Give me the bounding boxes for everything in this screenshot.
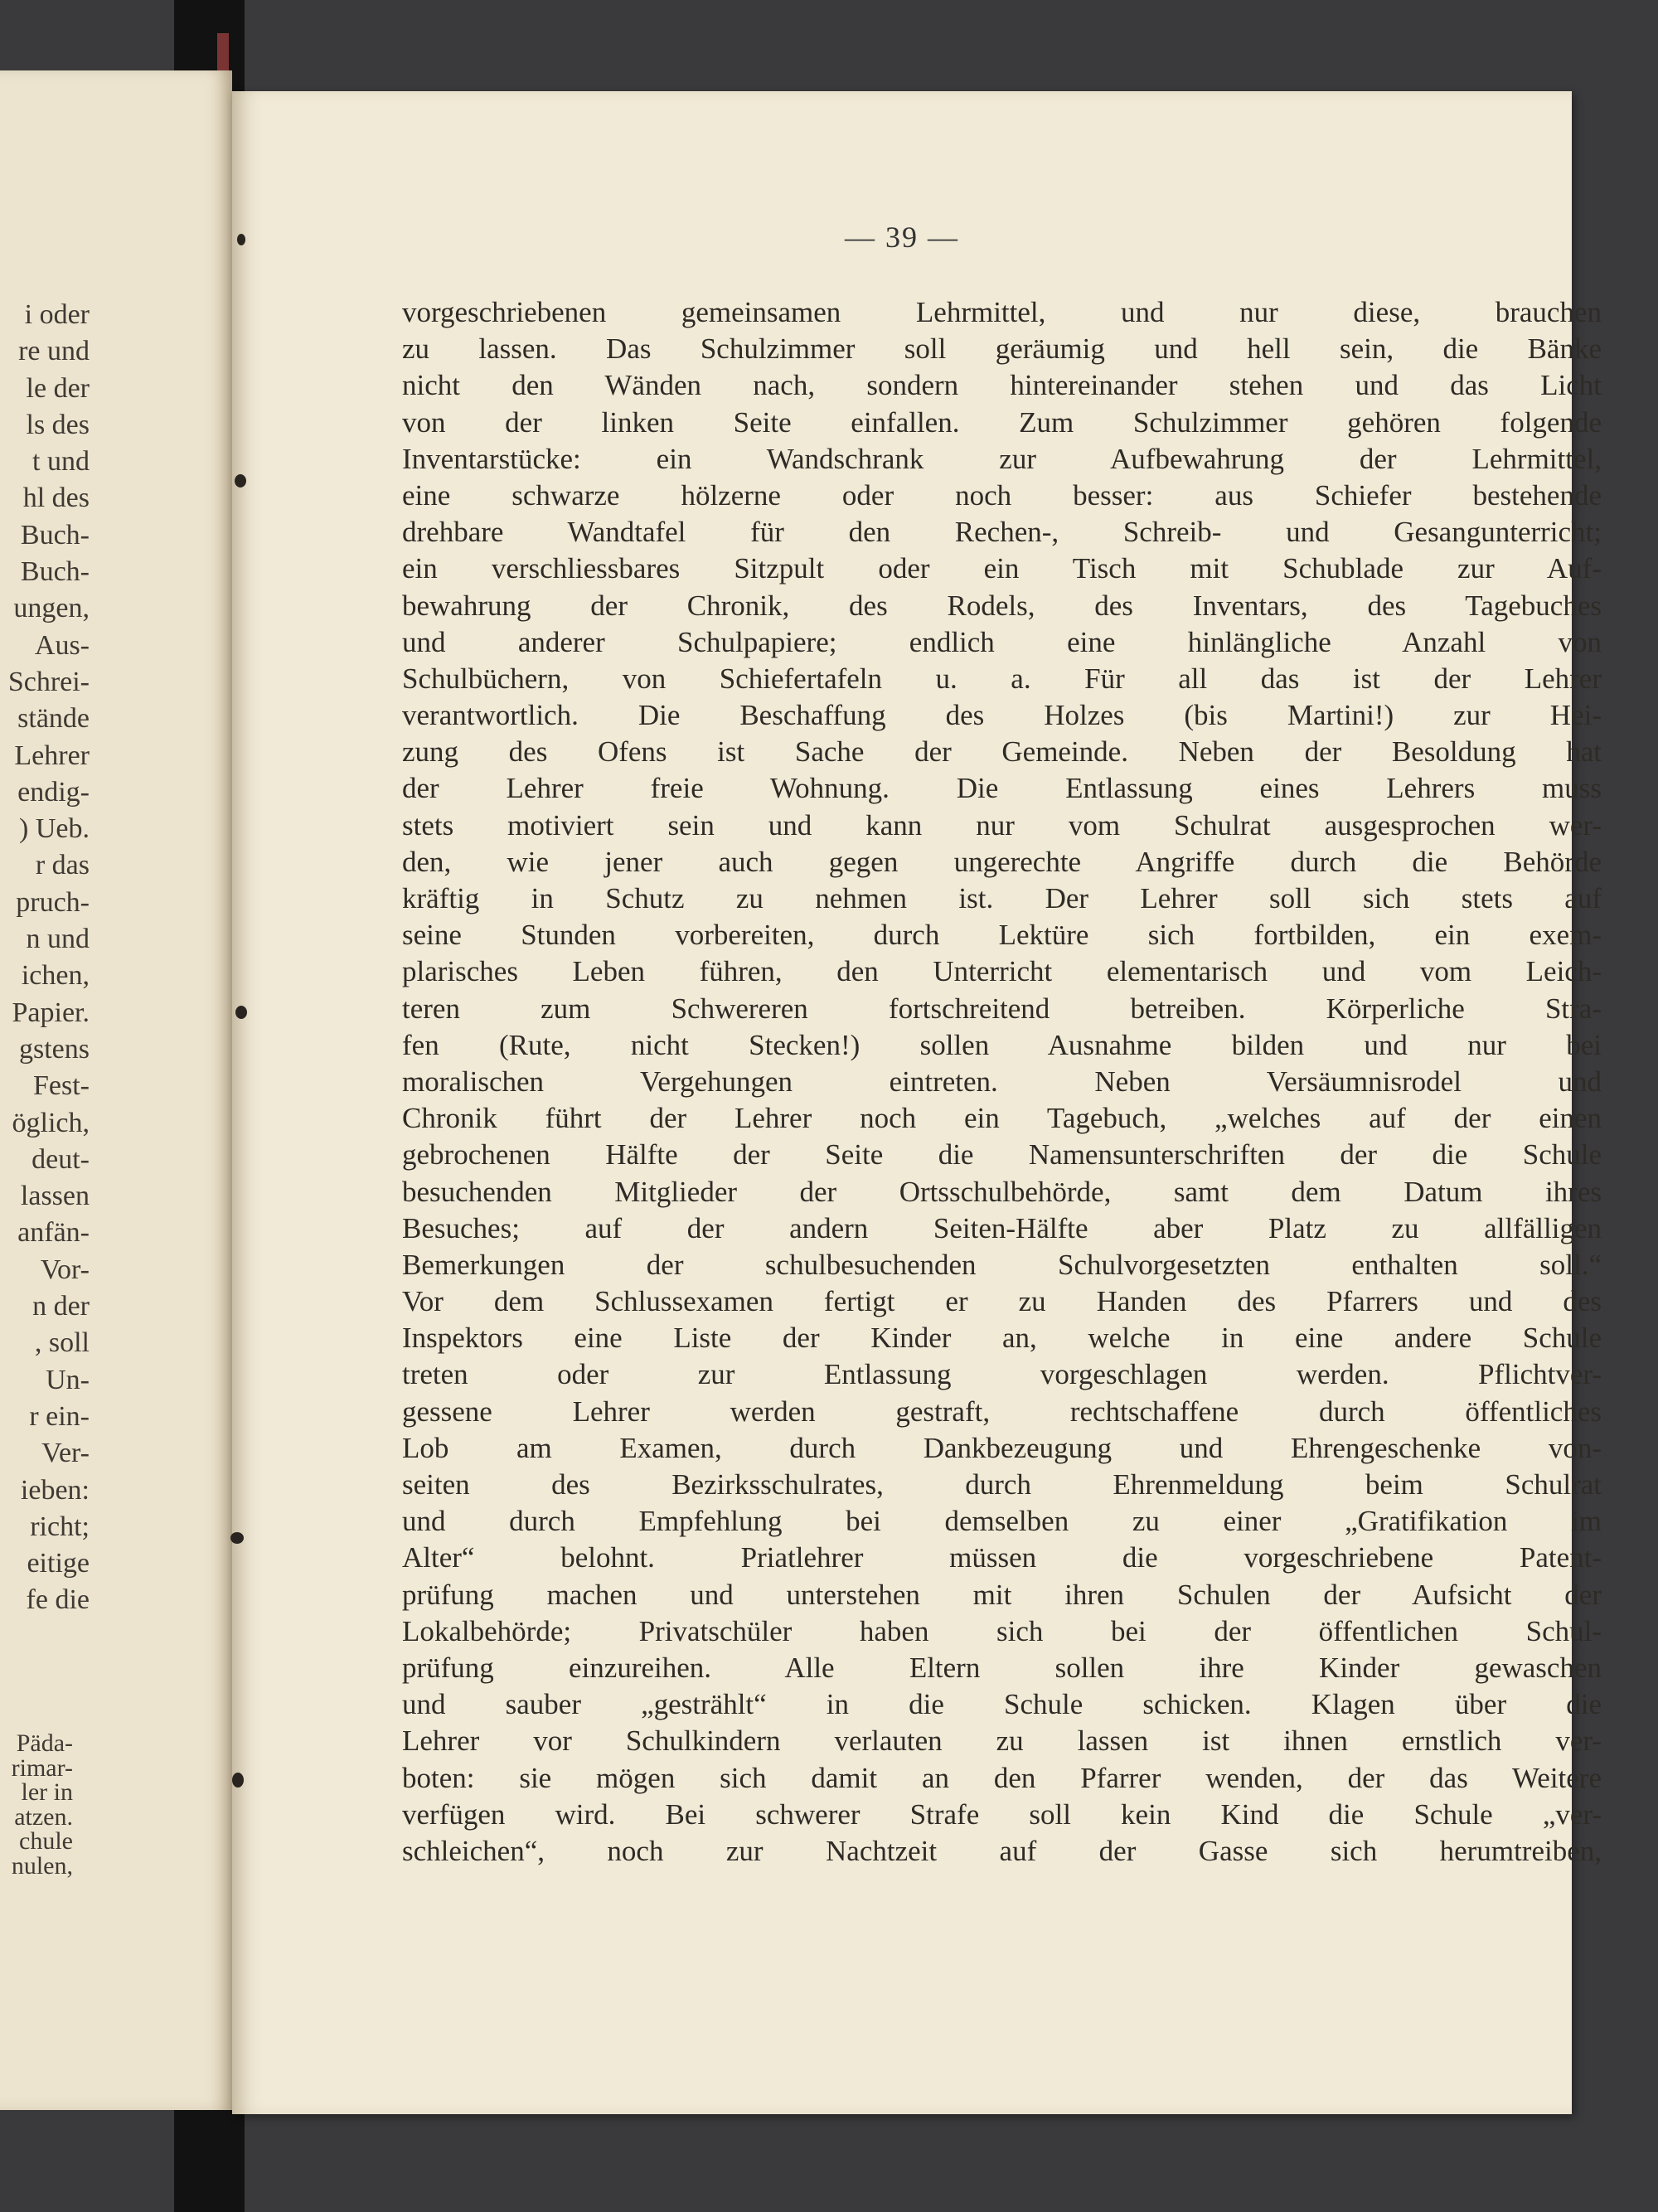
left-page-line: Un- [46, 1364, 90, 1395]
text-line: treten oder zur Entlassung vorgeschlagen werden. Pflichtver- [402, 1358, 1602, 1391]
left-page-line: öglich, [12, 1107, 90, 1138]
left-page-line: n der [32, 1291, 90, 1322]
page-number: — 39 — [845, 221, 959, 254]
text-line: Alter“ belohnt. Priatlehrer müssen die vorgeschriebene Patent- [402, 1541, 1602, 1574]
left-page-line: hl des [22, 483, 90, 514]
text-line: Vor dem Schlussexamen fertigt er zu Handen des Pfarrers und des [402, 1285, 1602, 1318]
left-page-line: ichen, [21, 960, 90, 992]
left-page-line: Buch- [20, 519, 90, 551]
text-line: und sauber „gestrählt“ in die Schule schicken. Klagen über die [402, 1688, 1602, 1721]
left-page-line: pruch- [16, 886, 90, 918]
text-line: gessene Lehrer werden gestraft, rechtschaffene durch öffentliches [402, 1395, 1602, 1428]
left-page-line: nulen, [11, 1851, 73, 1880]
left-page-line: Schrei- [7, 666, 90, 697]
left-page-fragment [0, 70, 232, 2110]
text-line: vorgeschriebenen gemeinsamen Lehrmittel, und nur diese, brauchen [402, 296, 1602, 328]
left-page-line: gstens [19, 1033, 90, 1065]
text-line: zu lassen. Das Schulzimmer soll geräumig und hell sein, die Bänke [402, 332, 1602, 366]
left-page-line: anfän- [17, 1217, 90, 1249]
left-page-line: t und [32, 446, 90, 478]
text-line: seiten des Bezirksschulrates, durch Ehrenmeldung beim Schulrat [402, 1468, 1602, 1501]
text-line: verantwortlich. Die Beschaffung des Holzes (bis Martini!) zur Hei- [402, 699, 1602, 732]
text-line: Lob am Examen, durch Dankbezeugung und Ehrengeschenke von- [402, 1431, 1602, 1464]
left-page-line: Aus- [34, 629, 90, 661]
binding-hole [232, 1773, 244, 1788]
binding-hole [230, 1532, 244, 1544]
text-line: Inspektors eine Liste der Kinder an, welche in eine andere Schule [402, 1322, 1602, 1355]
left-page-line: eitige [27, 1548, 90, 1579]
text-line: Chronik führt der Lehrer noch ein Tagebuch, „welches auf der einen [402, 1102, 1602, 1135]
text-line: Schulbüchern, von Schiefertafeln u. a. Für all das ist der Lehrer [402, 662, 1602, 695]
left-page-lines [8, 297, 90, 1619]
text-line: der Lehrer freie Wohnung. Die Entlassung eines Lehrers muss [402, 772, 1602, 805]
text-line: nicht den Wänden nach, sondern hintereinander stehen und das Licht [402, 369, 1602, 402]
text-line: boten: sie mögen sich damit an den Pfarrer wenden, der das Weitere [402, 1761, 1602, 1794]
text-line: plarisches Leben führen, den Unterricht elementarisch und vom Leich- [402, 955, 1602, 988]
left-page-line: ) Ueb. [19, 813, 90, 845]
left-page-line: ls des [26, 409, 90, 440]
left-page-line: endig- [17, 776, 90, 808]
text-line: und anderer Schulpapiere; endlich eine hinlängliche Anzahl von [402, 625, 1602, 658]
binding-hole [237, 234, 245, 245]
left-page-line: Buch- [20, 556, 90, 588]
text-line: und durch Empfehlung bei demselben zu einer „Gratifikation im [402, 1505, 1602, 1538]
text-line: teren zum Schwereren fortschreitend betreiben. Körperliche Stra- [402, 992, 1602, 1025]
left-page-line: i oder [24, 299, 90, 330]
text-line: zung des Ofens ist Sache der Gemeinde. Neben der Besoldung hat [402, 735, 1602, 769]
text-line: Inventarstücke: ein Wandschrank zur Aufbewahrung der Lehrmittel, [402, 442, 1602, 475]
body-text [402, 294, 1602, 1870]
left-page-line: r das [35, 850, 90, 881]
text-line: moralischen Vergehungen eintreten. Neben Versäumnisrodel und [402, 1065, 1602, 1098]
left-page-line: Fest- [33, 1070, 90, 1102]
left-page-line: ieben: [20, 1474, 90, 1506]
text-line: stets motiviert sein und kann nur vom Schulrat ausgesprochen wer- [402, 808, 1602, 842]
text-line: Lehrer vor Schulkindern verlauten zu lassen ist ihnen ernstlich ver- [402, 1724, 1602, 1758]
text-line: von der linken Seite einfallen. Zum Schulzimmer gehören folgende [402, 405, 1602, 439]
left-page-line: re und [18, 336, 90, 367]
left-page-line: r ein- [29, 1400, 90, 1432]
left-page-line: atzen. [14, 1802, 73, 1831]
right-page [232, 91, 1602, 2114]
binding-hole [235, 1006, 247, 1019]
binding-hole [235, 474, 246, 488]
text-line: den, wie jener auch gegen ungerechte Angriffe durch die Behörde [402, 845, 1602, 878]
left-page-line: , soll [34, 1327, 90, 1359]
text-line: Besuches; auf der andern Seiten-Hälfte aber Platz zu allfälligen [402, 1211, 1602, 1244]
left-page-line: Päda- [16, 1729, 73, 1757]
text-line: drehbare Wandtafel für den Rechen-, Schreib- und Gesangunterricht; [402, 516, 1602, 549]
text-line: bewahrung der Chronik, des Rodels, des Inventars, des Tagebuches [402, 589, 1602, 622]
text-line: gebrochenen Hälfte der Seite die Namensunterschriften der die Schule [402, 1138, 1602, 1171]
left-page-line: lassen [20, 1181, 90, 1212]
text-line: besuchenden Mitglieder der Ortsschulbehörde, samt dem Datum ihres [402, 1175, 1602, 1208]
left-page-line: chule [19, 1827, 73, 1855]
text-line: schleichen“, noch zur Nachtzeit auf der Gasse sich herumtreiben, [402, 1834, 1602, 1867]
left-page-line: stände [17, 703, 90, 735]
text-line: prüfung einzureihen. Alle Eltern sollen ihre Kinder gewaschen [402, 1651, 1602, 1684]
left-page-line: richt; [30, 1511, 90, 1542]
text-line: verfügen wird. Bei schwerer Strafe soll kein Kind die Schule „ver- [402, 1797, 1602, 1831]
left-page-line: Papier. [12, 997, 90, 1028]
text-line: fen (Rute, nicht Stecken!) sollen Ausnahme bilden und nur bei [402, 1028, 1602, 1061]
left-page-line: rimar- [11, 1754, 73, 1782]
text-line: kräftig in Schutz zu nehmen ist. Der Lehrer soll sich stets auf [402, 882, 1602, 914]
left-page-line: Vor- [40, 1254, 90, 1285]
left-page-line: ler in [21, 1778, 73, 1806]
text-line: Bemerkungen der schulbesuchenden Schulvorgesetzten enthalten soll.“ [402, 1248, 1602, 1281]
text-line: eine schwarze hölzerne oder noch besser: aus Schiefer bestehende [402, 478, 1602, 512]
left-page-line: ungen, [13, 593, 90, 624]
text-line: Lokalbehörde; Privatschüler haben sich bei der öffentlichen Schul- [402, 1614, 1602, 1647]
left-page-lines-lower [12, 1731, 73, 1878]
text-line: seine Stunden vorbereiten, durch Lektüre sich fortbilden, ein exem- [402, 919, 1602, 952]
left-page-line: deut- [32, 1143, 90, 1175]
left-page-line: n und [26, 924, 90, 955]
left-page-line: Ver- [41, 1438, 90, 1469]
left-page-line: Lehrer [14, 740, 90, 771]
left-page-line: le der [26, 372, 90, 404]
text-line: ein verschliessbares Sitzpult oder ein Tisch mit Schublade zur Auf- [402, 552, 1602, 585]
text-line: prüfung machen und unterstehen mit ihren Schulen der Aufsicht der [402, 1578, 1602, 1611]
left-page-line: fe die [26, 1584, 90, 1616]
